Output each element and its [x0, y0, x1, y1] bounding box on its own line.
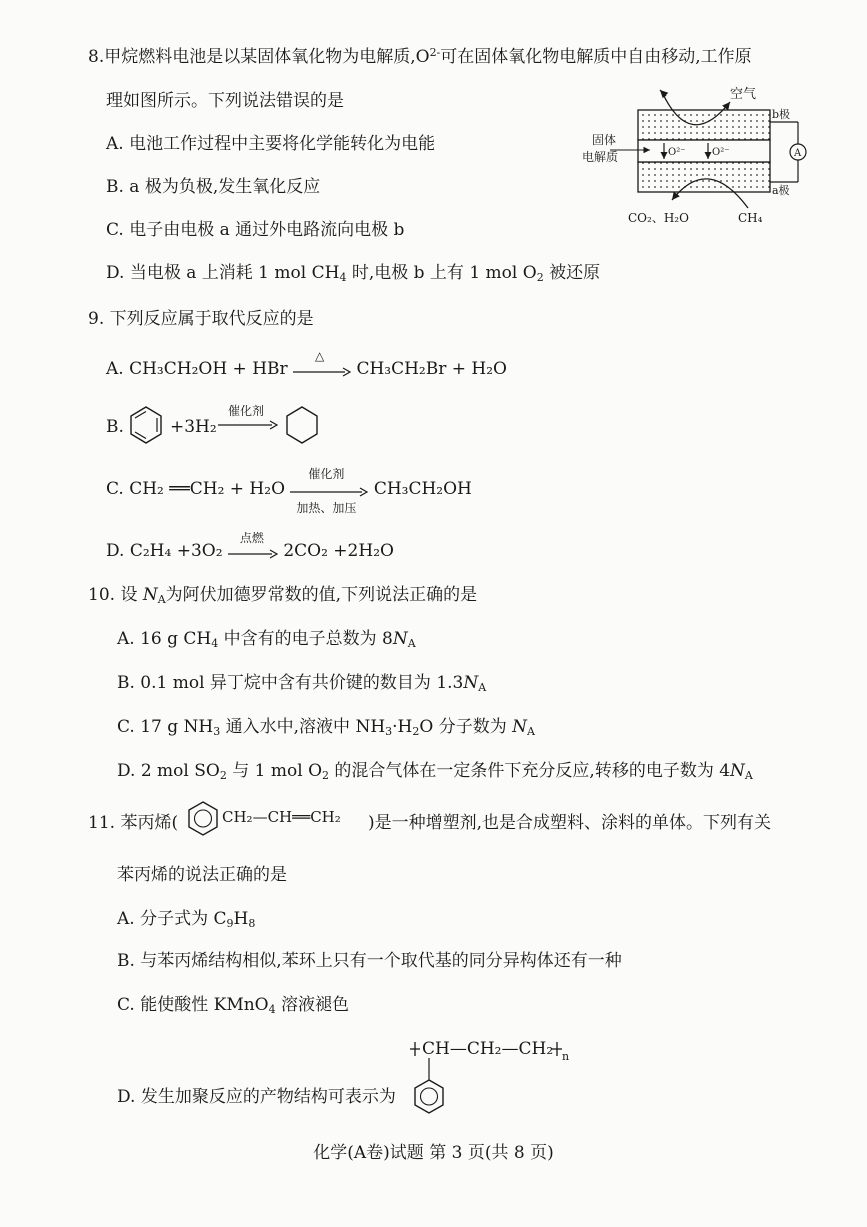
q10-stem: 10. 设 $N_A$为阿伏加德罗常数的值,下列说法正确的是	[88, 585, 478, 606]
cyclohexane-icon	[284, 405, 320, 445]
q9-option-a: A. CH₃CH₂OH + HBr △ CH₃CH₂Br + H₂O	[106, 348, 507, 379]
electrode-b	[638, 110, 770, 140]
o2-ion-right: O²⁻	[712, 147, 730, 158]
benzene-icon	[128, 405, 164, 445]
q11-polymer-chain: CH—CH₂—CH₂	[422, 1039, 554, 1059]
air-label: 空气	[730, 87, 757, 102]
q11-option-a: A. 分子式为 $C_9H_8$	[117, 909, 256, 930]
reaction-arrow-c: 催化剂 加热、加压	[290, 479, 368, 501]
benzene-ring-icon	[186, 800, 220, 838]
a-electrode-label: a极	[772, 184, 790, 197]
q9-option-b-condition: 催化剂	[228, 404, 265, 418]
fuel-cell-diagram	[580, 82, 810, 232]
q8-option-c: C. 电子由电极 a 通过外电路流向电极 b	[106, 220, 405, 240]
reaction-arrow-a: △	[293, 359, 351, 381]
q10-option-b: B. 0.1 mol 异丁烷中含有共价键的数目为 $1.3N_A$	[117, 673, 487, 694]
polymer-bracket-left	[408, 1040, 422, 1058]
polymer-benzene-icon	[412, 1058, 446, 1118]
ch4-label: CH₄	[738, 211, 763, 225]
q11-styrene-chain: CH₂—CH══CH₂	[222, 808, 341, 826]
q8-option-d: D. 当电极 a 上消耗 1 mol $CH_4$ 时,电极 b 上有 1 mol $O_2$ 被还原	[106, 263, 601, 284]
ammeter-label: A	[794, 148, 802, 159]
q8-option-b: B. a 极为负极,发生氧化反应	[106, 177, 321, 197]
q8-stem-line1: 8.甲烷燃料电池是以某固体氧化物为电解质$,O^{2-}$可在固体氧化物电解质中自由移动,工作原	[88, 46, 752, 67]
products-label: CO₂、H₂O	[628, 211, 689, 225]
q9-option-c: C. CH₂ ══CH₂ + H₂O 催化剂 加热、加压 CH₃CH₂OH	[106, 466, 472, 515]
q10-option-d: D. 2 mol $SO_2$ 与 1 mol $O_2$ 的混合气体在一定条件下充分反应,转移的电子数为 $4N_A$	[117, 761, 753, 782]
q11-polymer-n: n	[562, 1050, 570, 1063]
page-footer: 化学(A卷)试题 第 3 页(共 8 页)	[313, 1143, 554, 1163]
q11-option-d: D. 发生加聚反应的产物结构可表示为	[117, 1087, 396, 1107]
q9-option-b-reagent: +3H₂	[170, 417, 217, 437]
reaction-arrow-b	[218, 420, 278, 430]
q11-stem-line2: 苯丙烯的说法正确的是	[117, 865, 287, 885]
reaction-arrow-d: 点燃	[228, 541, 278, 563]
q8-option-a: A. 电池工作过程中主要将化学能转化为电能	[106, 134, 436, 154]
q8-stem-line2: 理如图所示。下列说法错误的是	[106, 91, 344, 111]
electrode-a	[638, 162, 770, 192]
q10-option-c: C. 17 g $NH_3$ 通入水中,溶液中 $NH_3\cdot H_2O$ 分子数为 $N_A$	[117, 717, 535, 738]
q11-option-c: C. 能使酸性 KMnO$_4$ 溶液褪色	[117, 995, 350, 1016]
q10-option-a: A. 16 g $CH_4$ 中含有的电子总数为 $8N_A$	[117, 629, 416, 650]
q9-option-b: B.	[106, 417, 124, 437]
q11-stem-rest: )是一种增塑剂,也是合成塑料、涂料的单体。下列有关	[368, 813, 772, 833]
q11-stem-open: 11. 苯丙烯(	[88, 813, 179, 833]
q9-stem: 9. 下列反应属于取代反应的是	[88, 309, 314, 329]
o2-ion-left: O²⁻	[668, 147, 686, 158]
solid-electrolyte-label-2: 电解质	[582, 150, 619, 164]
b-electrode-label: b极	[772, 108, 791, 121]
solid-electrolyte-label-1: 固体	[592, 133, 617, 147]
q9-option-d: D. C₂H₄ +3O₂ 点燃 2CO₂ +2H₂O	[106, 530, 394, 561]
electrolyte	[638, 140, 770, 162]
q11-option-b: B. 与苯丙烯结构相似,苯环上只有一个取代基的同分异构体还有一种	[117, 951, 622, 971]
